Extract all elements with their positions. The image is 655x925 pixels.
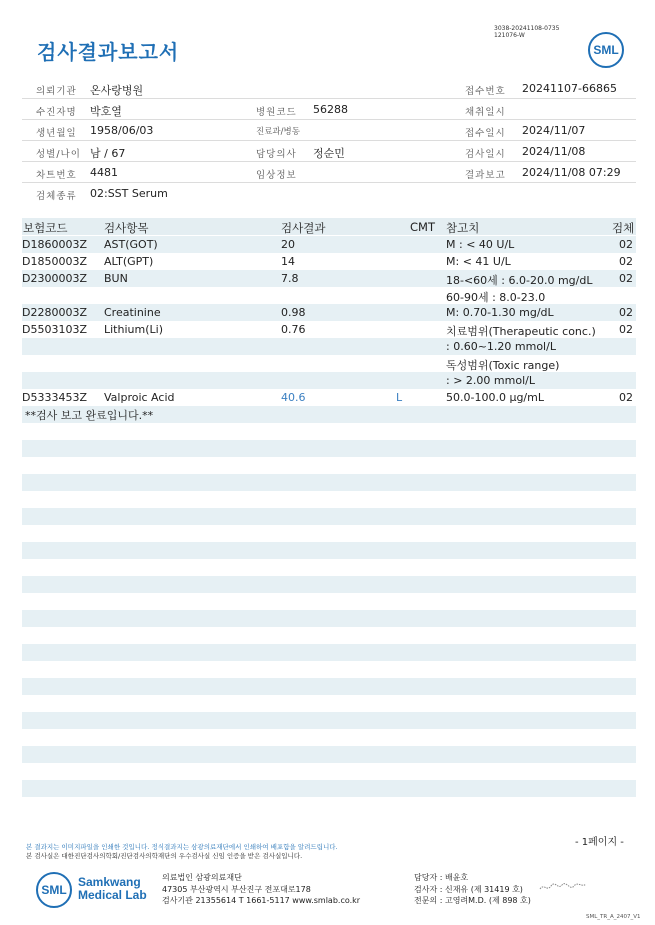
hospital-code-value: 56288: [313, 103, 348, 116]
cell-cmt: L: [396, 391, 403, 404]
sexage-value: 남 / 67: [90, 147, 126, 160]
org-info: [162, 872, 360, 907]
cell-result: 14: [281, 255, 295, 268]
clinical-label: 임상정보: [256, 170, 297, 181]
doctor-value: 정순민: [313, 147, 345, 160]
cell-code: D5333453Z: [22, 391, 87, 404]
table-stripe: [22, 508, 636, 525]
cell-ref: 60-90세 : 8.0-23.0: [446, 291, 546, 304]
specimen-value: 02:SST Serum: [90, 187, 168, 200]
cell-result: 0.76: [281, 323, 306, 336]
hospital-code-label: 병원코드: [256, 107, 297, 118]
hospital-label: 의뢰기관: [36, 86, 77, 97]
staff-line1: 담당자 : 배윤호: [414, 873, 469, 882]
cell-item: BUN: [104, 272, 128, 285]
patient-value: 박호열: [90, 105, 122, 118]
reported-label: 결과보고: [465, 170, 506, 181]
info-row-1: [22, 78, 636, 99]
cell-specimen: 02: [619, 391, 633, 404]
info-row-3: [22, 120, 636, 141]
cell-result: 0.98: [281, 306, 306, 319]
receipt-no-value: 20241107-66865: [522, 82, 617, 95]
header-specimen: 검체: [612, 221, 635, 235]
form-version: SML_TR_A_2407_V1: [586, 914, 641, 920]
cell-specimen: 02: [619, 255, 633, 268]
signature-image: [538, 880, 588, 894]
receipt-no-label: 접수번호: [465, 86, 506, 97]
cell-result: 7.8: [281, 272, 299, 285]
header-item: 검사항목: [104, 221, 149, 235]
table-stripe: [22, 440, 636, 457]
cell-item: AST(GOT): [104, 238, 158, 251]
table-stripe: [22, 610, 636, 627]
cell-ref: 독성범위(Toxic range): [446, 359, 560, 372]
header-ref: 참고치: [446, 221, 480, 235]
results-table-header: [22, 218, 636, 235]
info-row-5: [22, 162, 636, 183]
info-row-4: [22, 141, 636, 162]
document-id-line2: 121076-W: [494, 32, 525, 39]
footnote-image-print: 본 결과지는 이미지파일을 인쇄한 것입니다. 정식결과지는 삼광의료재단에서 인쇄하여 배포함을 알려드립니다.: [26, 843, 338, 851]
chart-label: 차트번호: [36, 170, 77, 181]
brand-line1: Samkwang: [78, 875, 141, 889]
cell-item: ALT(GPT): [104, 255, 154, 268]
brand-line2: Medical Lab: [78, 888, 147, 902]
table-stripe: [22, 372, 636, 389]
header-cmt: CMT: [410, 220, 435, 234]
footnote-certification: 본 검사실은 대한진단검사의학회/진단검사의학재단의 우수검사실 신임 인증을 받은 검사실입니다.: [26, 852, 303, 860]
table-stripe: [22, 712, 636, 729]
sml-logo: SML: [588, 32, 624, 68]
cell-ref: 18-<60세 : 6.0-20.0 mg/dL: [446, 274, 593, 287]
page-number: - 1페이지 -: [575, 837, 624, 848]
cell-ref: 치료범위(Therapeutic conc.): [446, 325, 596, 338]
org-line1: 의료법인 삼광의료재단: [162, 873, 242, 882]
table-stripe: [22, 678, 636, 695]
staff-line3: 전문의 : 고영려M.D. (제 898 호): [414, 896, 531, 905]
dob-label: 생년월일: [36, 128, 77, 139]
tested-value: 2024/11/08: [522, 145, 586, 158]
cell-result: 40.6: [281, 391, 306, 404]
cell-ref: M: 0.70-1.30 mg/dL: [446, 306, 554, 319]
dob-value: 1958/06/03: [90, 124, 154, 137]
cell-specimen: 02: [619, 306, 633, 319]
table-stripe: [22, 542, 636, 559]
reported-value: 2024/11/08 07:29: [522, 166, 621, 179]
staff-info: [414, 872, 531, 907]
table-stripe: [22, 576, 636, 593]
footer-brand: [78, 876, 147, 902]
cell-ref: M : < 40 U/L: [446, 238, 515, 251]
chart-value: 4481: [90, 166, 118, 179]
cell-code: D1860003Z: [22, 238, 87, 251]
document-id: [494, 25, 559, 39]
specimen-label: 검체종류: [36, 191, 77, 202]
header-result: 검사결과: [281, 221, 326, 235]
cell-item: Valproic Acid: [104, 391, 175, 404]
table-stripe: [22, 644, 636, 661]
footer-sml-logo: SML: [36, 872, 72, 908]
cell-ref: : > 2.00 mmol/L: [446, 374, 535, 387]
cell-result: 20: [281, 238, 295, 251]
collect-label: 채취일시: [465, 107, 506, 118]
table-stripe: [22, 474, 636, 491]
cell-item: Creatinine: [104, 306, 161, 319]
cell-specimen: 02: [619, 272, 633, 285]
header-code: 보험코드: [23, 221, 68, 235]
hospital-value: 온사랑병원: [90, 84, 144, 97]
sexage-label: 성별/나이: [36, 149, 81, 160]
cell-item: Lithium(Li): [104, 323, 163, 336]
cell-code: D5503103Z: [22, 323, 87, 336]
cell-specimen: 02: [619, 323, 633, 336]
cell-code: D2300003Z: [22, 272, 87, 285]
completion-note: **검사 보고 완료입니다.**: [25, 409, 154, 422]
received-label: 접수일시: [465, 128, 506, 139]
cell-code: D2280003Z: [22, 306, 87, 319]
info-row-2: [22, 99, 636, 120]
received-value: 2024/11/07: [522, 124, 586, 137]
org-line3: 검사기관 21355614 T 1661-5117 www.smlab.co.kr: [162, 896, 361, 905]
dept-label: 진료과/병동: [256, 127, 300, 137]
tested-label: 검사일시: [465, 149, 506, 160]
report-title: 검사결과보고서: [37, 40, 180, 64]
cell-code: D1850003Z: [22, 255, 87, 268]
cell-ref: 50.0-100.0 µg/mL: [446, 391, 544, 404]
cell-ref: : 0.60~1.20 mmol/L: [446, 340, 556, 353]
staff-line2: 검사자 : 신재유 (제 31419 호): [414, 884, 523, 894]
cell-specimen: 02: [619, 238, 633, 251]
table-stripe: [22, 780, 636, 797]
doctor-label: 담당의사: [256, 149, 297, 160]
info-row-6: [22, 183, 636, 204]
table-stripe: [22, 746, 636, 763]
org-line2: 47305 부산광역시 부산진구 전포대로178: [162, 884, 311, 894]
document-id-line1: 3038-20241108-0735: [494, 25, 560, 32]
cell-ref: M: < 41 U/L: [446, 255, 511, 268]
patient-label: 수진자명: [36, 107, 77, 118]
